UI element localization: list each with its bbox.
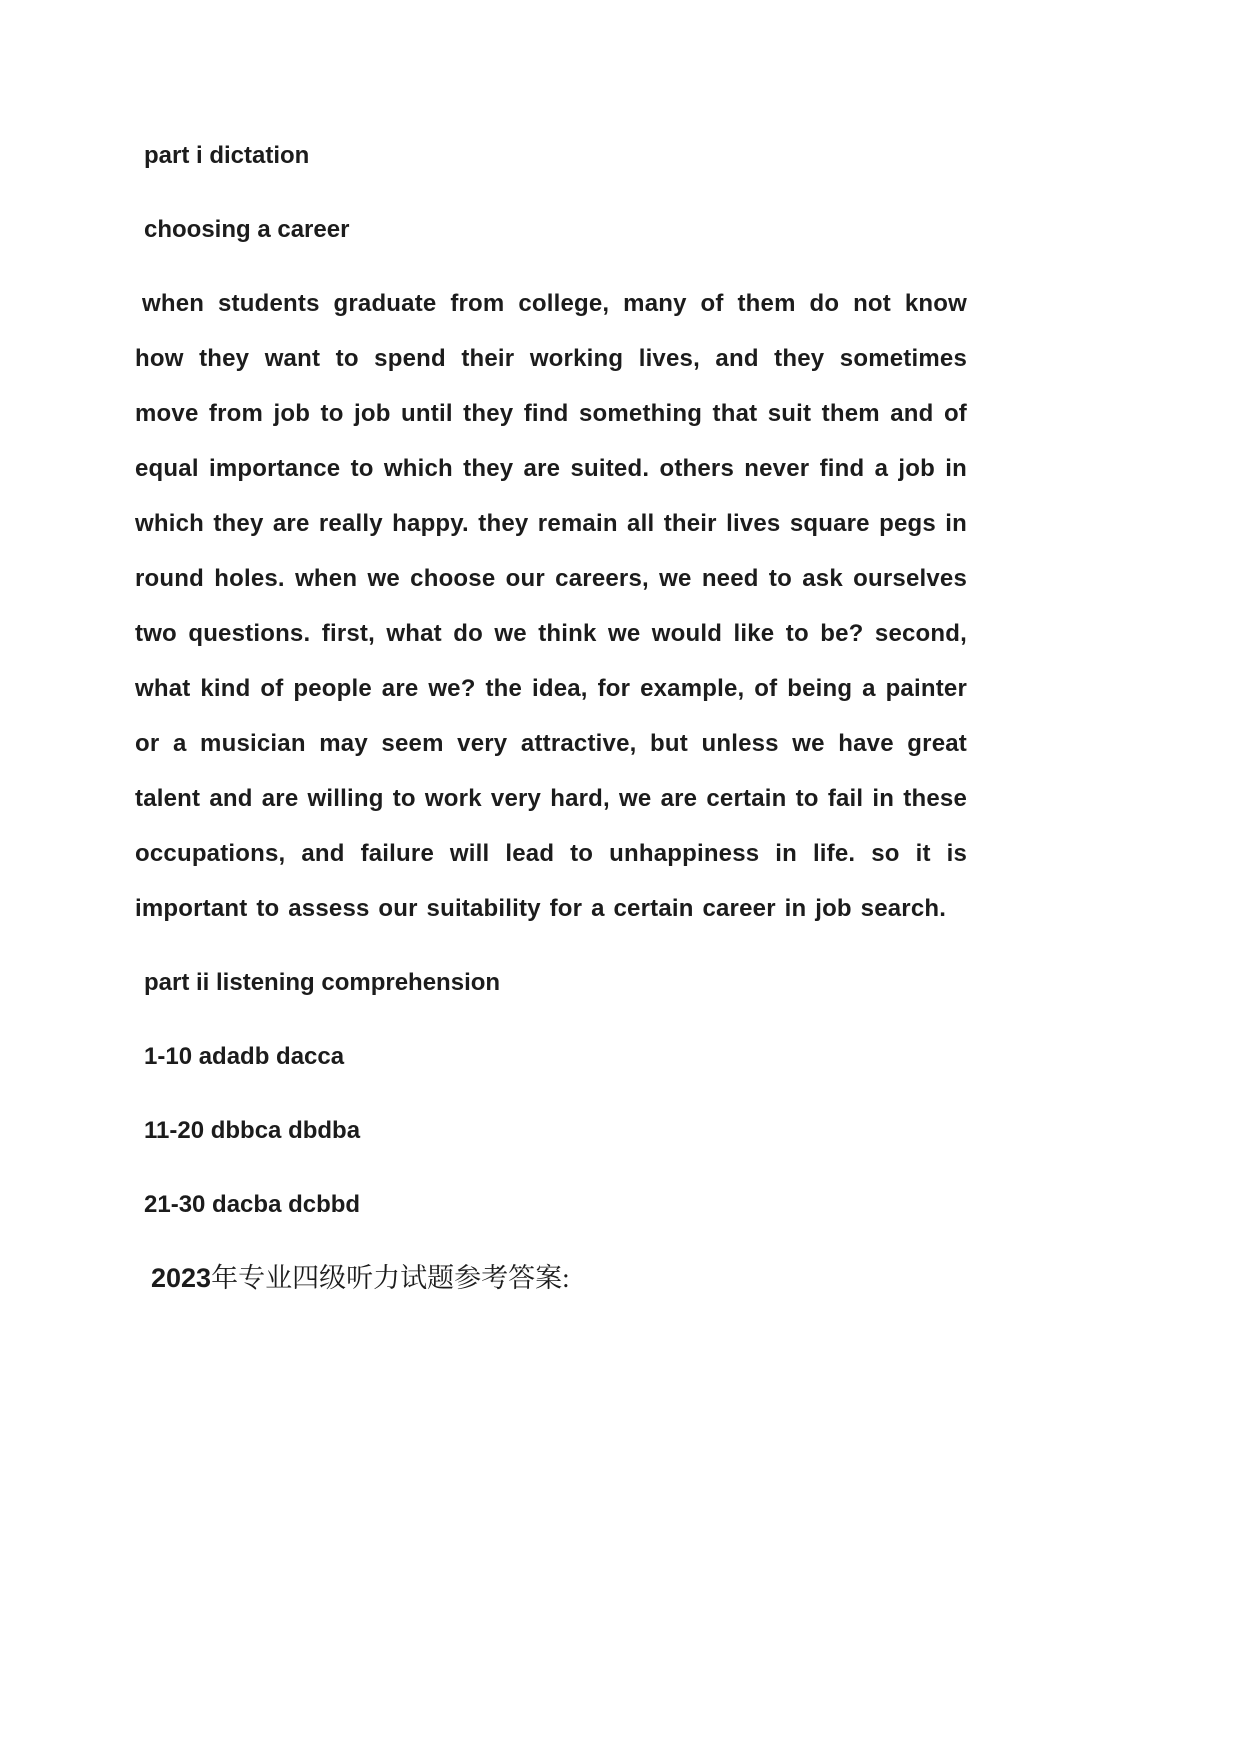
footer-answer-key-title — [135, 1251, 967, 1306]
part1-heading: part i dictation — [144, 142, 310, 169]
footer-chinese-text: 年专业四级听力试题参考答案: — [211, 1263, 570, 1293]
answer-line-11-20: 11-20 dbbca dbdba — [144, 1117, 361, 1144]
answer-line-1-10: 1-10 adadb dacca — [144, 1043, 345, 1070]
dictation-title: choosing a career — [144, 216, 350, 243]
answer-line-21-30: 21-30 dacba dcbbd — [144, 1191, 361, 1218]
part2-heading: part ii listening comprehension — [144, 969, 501, 996]
dictation-paragraph: when students graduate from college, many of them do not know how they want to spend their working lives, and they sometimes move from job to job until they find something that suit them and of equal importance to which they are suited. others never find a job in which they are really happy. they remain all their lives square pegs in round holes. when we choose our careers, we need to ask ourselves two questions. first, what do we think we would like to be? second, what kind of people are we? the idea, for example, of being a painter or a musician may seem very attractive, but unless we have great talent and are willing to work very hard, we are certain to fail in these occupations, and failure will lead to unhappiness in life. so it is important to assess our suitability for a certain career in job search. — [135, 290, 967, 922]
footer-year: 2023 — [151, 1263, 212, 1293]
